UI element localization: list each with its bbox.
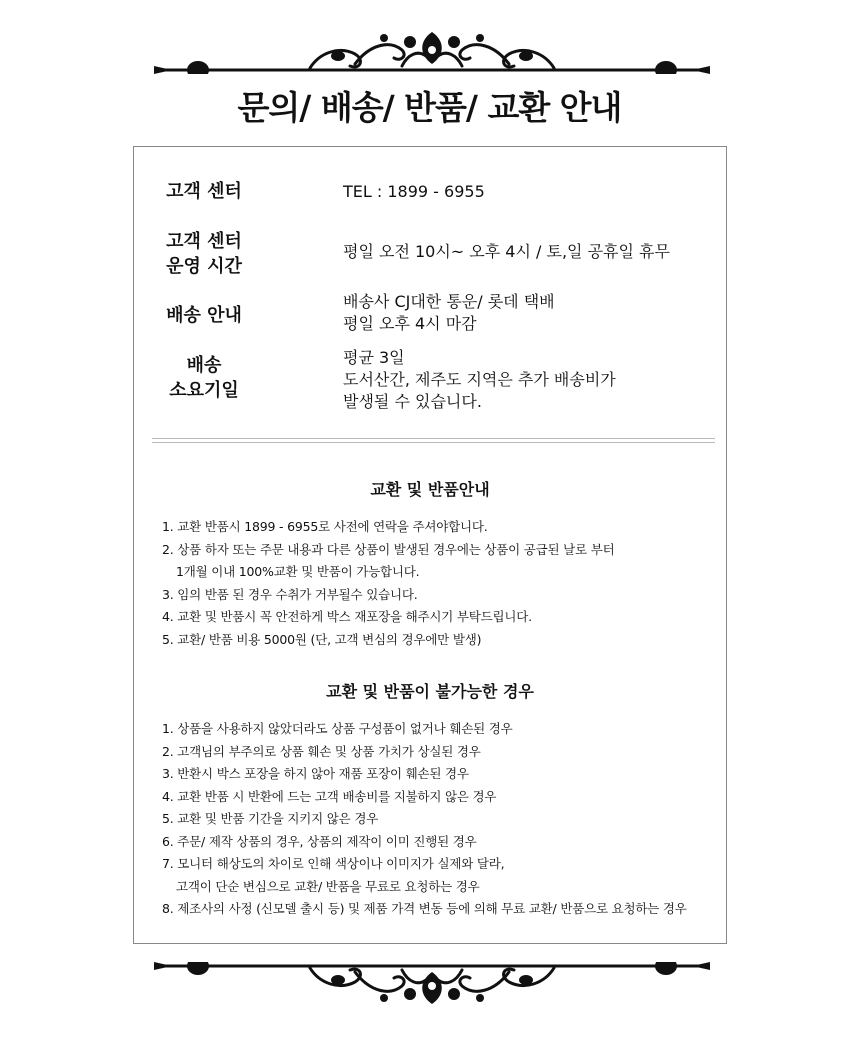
list-item: 8. 제조사의 사정 (신모델 출시 등) 및 제품 가격 변동 등에 의해 무료 교환/ 반품으로 요청하는 경우 [162,901,687,916]
exchange-section-title: 교환 및 반품안내 [370,480,490,499]
list-item: 4. 교환 반품 시 반환에 드는 고객 배송비를 지불하지 않은 경우 [162,788,497,804]
list-item: 1. 상품을 사용하지 않았더라도 상품 구성품이 없거나 훼손된 경우 [162,721,513,736]
info-value-phone: TEL : 1899 - 6955 [343,182,485,201]
info-label-operating-hours: 고객 센터 운영 시간 [166,231,242,277]
list-item: 1. 교환 반품시 1899 - 6955로 사전에 연락을 주셔야합니다. [162,519,488,534]
info-box [133,146,727,944]
list-item-continuation: 고객이 단순 변심으로 교환/ 반품을 무료로 요청하는 경우 [176,878,480,894]
info-label-customer-center: 고객 센터 [166,181,242,202]
info-value-operating-hours: 평일 오전 10시~ 오후 4시 / 토,일 공휴일 휴무 [343,242,670,261]
list-item: 2. 상품 하자 또는 주문 내용과 다른 상품이 발생된 경우에는 상품이 공급된 날로 부터 [162,541,615,557]
list-item: 5. 교환/ 반품 비용 5000원 (단, 고객 변심의 경우에만 발생) [162,631,482,647]
section-divider [152,438,715,443]
info-label-delivery-time: 배송 소요기일 [169,355,239,401]
info-label-delivery: 배송 안내 [166,305,242,326]
list-item: 5. 교환 및 반품 기간을 지키지 않은 경우 [162,811,379,826]
info-value-delivery-time: 평균 3일 도서산간, 제주도 지역은 추가 배송비가 발생될 수 있습니다. [343,348,616,411]
decorative-ornament-top [150,14,714,74]
list-item: 3. 임의 반품 된 경우 수취가 거부될수 있습니다. [162,586,418,602]
decorative-ornament-bottom [150,962,714,1022]
list-item: 3. 반환시 박스 포장을 하지 않아 재품 포장이 훼손된 경우 [162,766,469,781]
info-value-delivery: 배송사 CJ대한 통운/ 롯데 택배 평일 오후 4시 마감 [343,292,555,333]
page-title: 문의/ 배송/ 반품/ 교환 안내 [237,88,622,127]
list-item: 6. 주문/ 제작 상품의 경우, 상품의 제작이 이미 진행된 경우 [162,833,477,849]
exchange-rule-list [162,516,614,651]
list-item: 2. 고객님의 부주의로 상품 훼손 및 상품 가치가 상실된 경우 [162,743,481,759]
list-item-continuation: 1개월 이내 100%교환 및 반품이 가능합니다. [176,564,420,579]
list-item: 4. 교환 및 반품시 꼭 안전하게 박스 재포장을 해주시기 부탁드립니다. [162,609,532,624]
list-item: 7. 모니터 해상도의 차이로 인해 색상이나 이미지가 실제와 달라, [162,856,505,871]
not-allowed-rule-list [162,718,687,921]
not-allowed-section-title: 교환 및 반품이 불가능한 경우 [326,682,534,701]
